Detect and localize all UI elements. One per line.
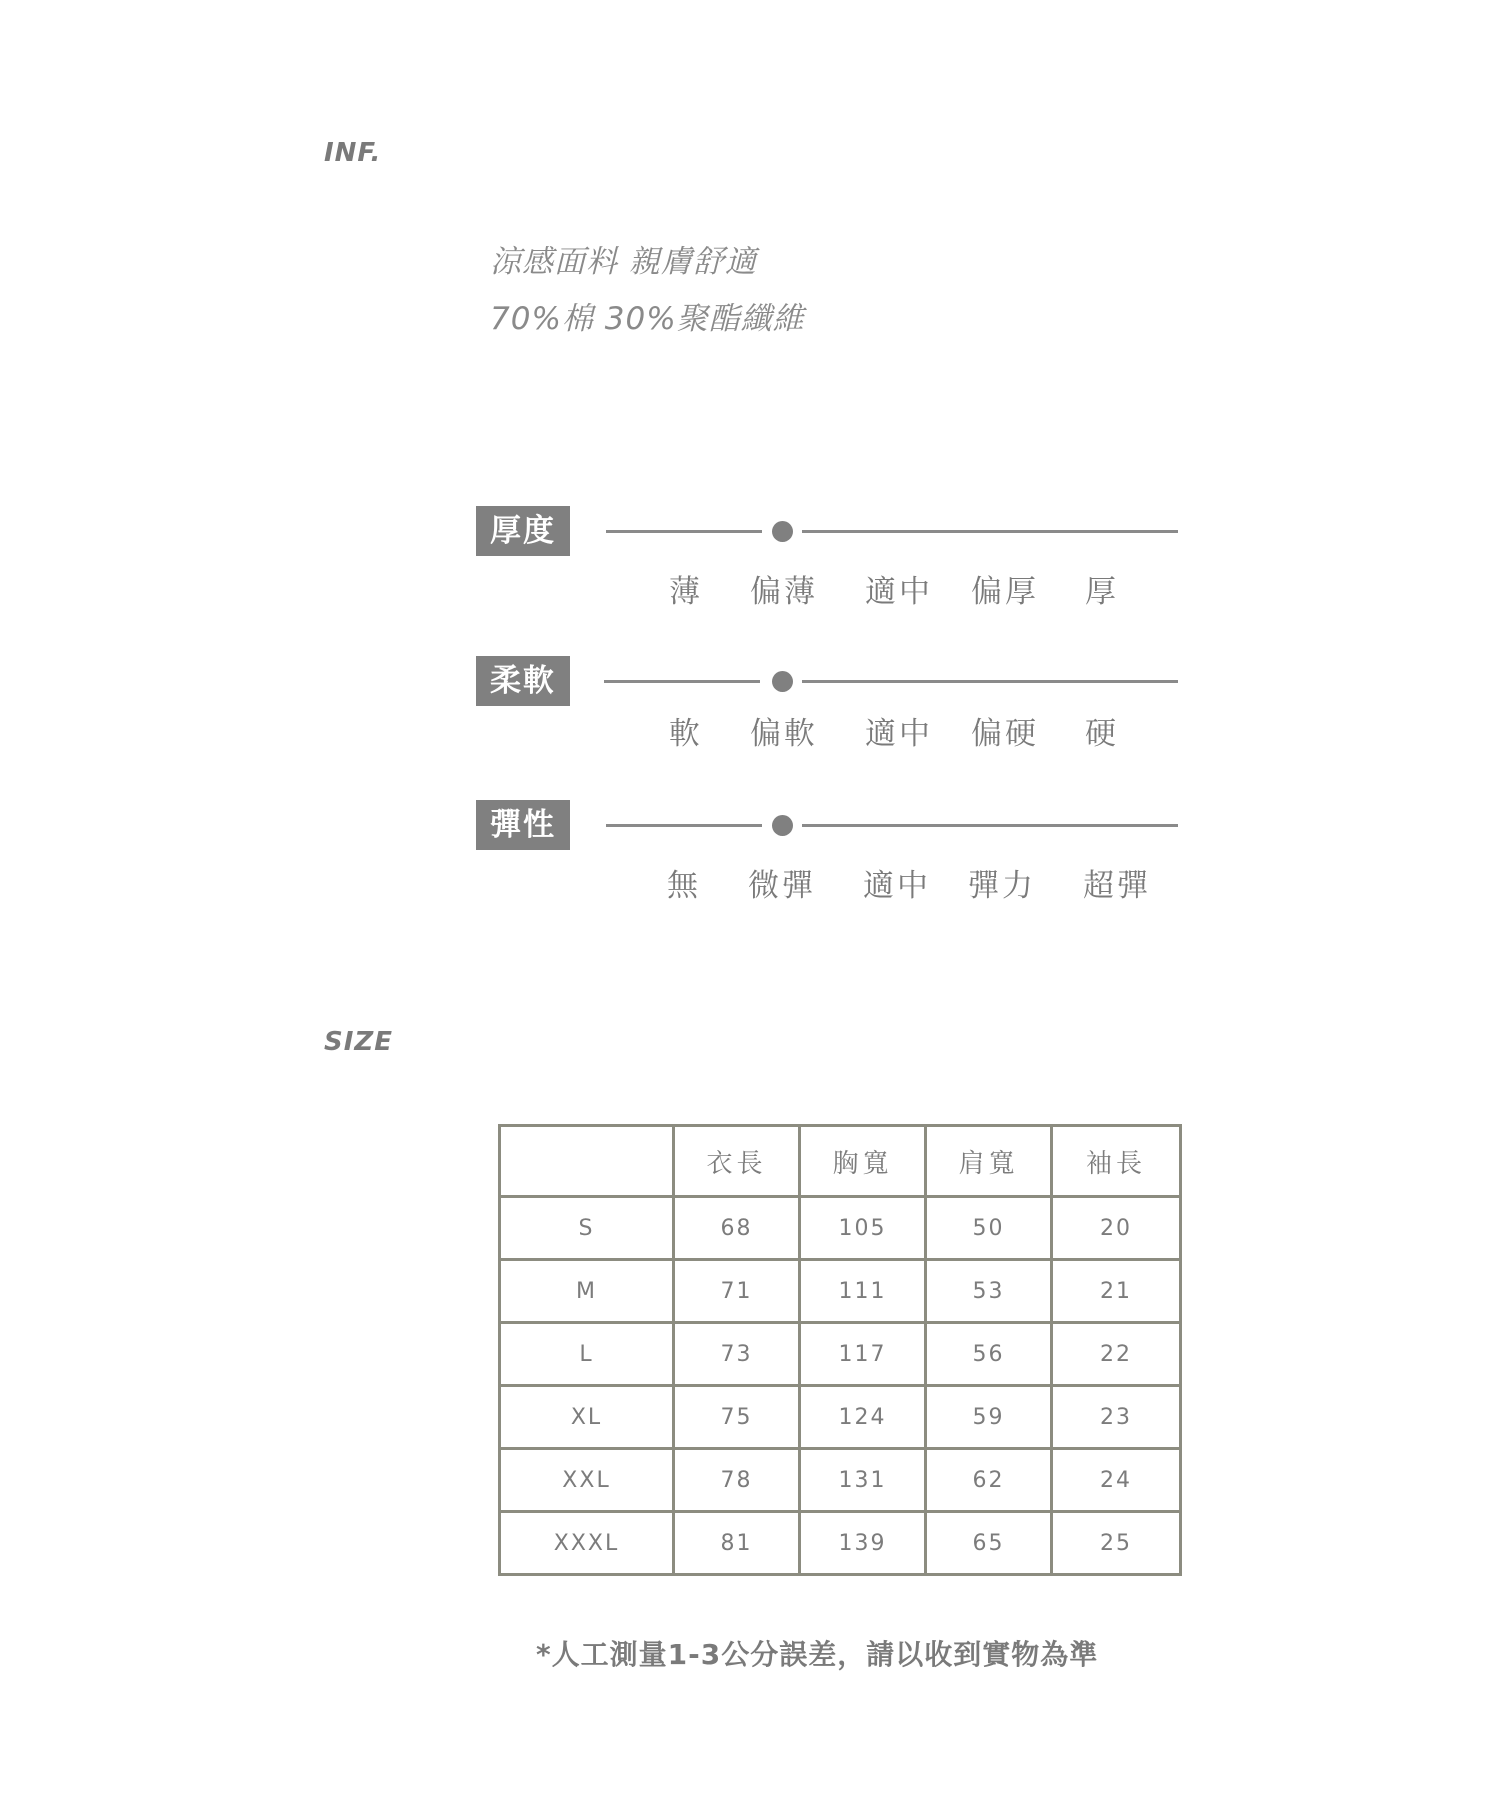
- table-cell: 68: [674, 1197, 800, 1260]
- table-header-cell: 胸寬: [800, 1126, 926, 1197]
- table-row: [500, 1512, 1181, 1575]
- table-cell: 105: [800, 1197, 926, 1260]
- table-cell: 53: [926, 1260, 1052, 1323]
- table-row: [500, 1260, 1181, 1323]
- attribute-label-softness: 柔軟: [476, 656, 570, 706]
- table-cell: 50: [926, 1197, 1052, 1260]
- table-cell: M: [500, 1260, 674, 1323]
- size-chart-table: [498, 1124, 1182, 1576]
- table-cell: 20: [1052, 1197, 1181, 1260]
- scale-line-right: [802, 530, 1178, 533]
- table-row: [500, 1323, 1181, 1386]
- fabric-description-line-1: 涼感面料 親膚舒適: [490, 244, 757, 280]
- table-cell: 78: [674, 1449, 800, 1512]
- measurement-note: *人工測量1-3公分誤差，請以收到實物為準: [536, 1638, 1099, 1671]
- scale-option: 無: [667, 868, 701, 904]
- scale-line-right: [802, 824, 1178, 827]
- table-cell: 111: [800, 1260, 926, 1323]
- table-cell: 25: [1052, 1512, 1181, 1575]
- attribute-row-softness: [476, 656, 1186, 776]
- table-header-cell: 衣長: [674, 1126, 800, 1197]
- scale-option: 硬: [1085, 716, 1119, 752]
- scale-option-selected: 適中: [865, 574, 933, 610]
- scale-option: 偏薄: [750, 574, 818, 610]
- scale-line-left: [604, 680, 760, 683]
- scale-option: 彈力: [968, 868, 1036, 904]
- size-section-title: SIZE: [324, 1027, 394, 1057]
- scale-option: 偏厚: [971, 574, 1039, 610]
- table-cell: L: [500, 1323, 674, 1386]
- scale-option-selected: 適中: [863, 868, 931, 904]
- table-cell: S: [500, 1197, 674, 1260]
- scale-marker-dot: [772, 521, 793, 542]
- attribute-label-elasticity: 彈性: [476, 800, 570, 850]
- table-cell: 59: [926, 1386, 1052, 1449]
- table-row: [500, 1449, 1181, 1512]
- table-cell: 139: [800, 1512, 926, 1575]
- scale-marker-dot: [772, 815, 793, 836]
- table-cell: 56: [926, 1323, 1052, 1386]
- scale-line-left: [606, 530, 762, 533]
- scale-option: 薄: [669, 574, 703, 610]
- table-cell: 131: [800, 1449, 926, 1512]
- scale-marker-dot: [772, 671, 793, 692]
- table-cell: XL: [500, 1386, 674, 1449]
- table-row: [500, 1386, 1181, 1449]
- scale-option: 偏軟: [750, 716, 818, 752]
- scale-options: [476, 708, 1186, 752]
- attribute-label-thickness: 厚度: [476, 506, 570, 556]
- scale-option: 超彈: [1083, 868, 1151, 904]
- table-header-cell: [500, 1126, 674, 1197]
- scale-options: [476, 860, 1186, 904]
- scale-option-selected: 適中: [865, 716, 933, 752]
- attribute-row-elasticity: [476, 800, 1186, 920]
- info-section-title: INF.: [324, 138, 382, 168]
- table-cell: XXXL: [500, 1512, 674, 1575]
- table-header-cell: 肩寬: [926, 1126, 1052, 1197]
- table-cell: 65: [926, 1512, 1052, 1575]
- table-cell: 71: [674, 1260, 800, 1323]
- table-row: [500, 1197, 1181, 1260]
- table-header-row: [500, 1126, 1181, 1197]
- table-cell: 23: [1052, 1386, 1181, 1449]
- scale-line-left: [606, 824, 762, 827]
- table-cell: XXL: [500, 1449, 674, 1512]
- table-header-cell: 袖長: [1052, 1126, 1181, 1197]
- attribute-row-thickness: [476, 506, 1186, 626]
- scale-line-right: [802, 680, 1178, 683]
- scale-option: 微彈: [748, 868, 816, 904]
- table-cell: 22: [1052, 1323, 1181, 1386]
- table-cell: 124: [800, 1386, 926, 1449]
- scale-option: 厚: [1085, 574, 1119, 610]
- table-cell: 117: [800, 1323, 926, 1386]
- table-cell: 62: [926, 1449, 1052, 1512]
- table-cell: 24: [1052, 1449, 1181, 1512]
- fabric-description-line-2: 70%棉 30%聚酯纖維: [490, 301, 805, 337]
- scale-option: 軟: [669, 716, 703, 752]
- table-cell: 73: [674, 1323, 800, 1386]
- table-cell: 21: [1052, 1260, 1181, 1323]
- table-cell: 75: [674, 1386, 800, 1449]
- scale-option: 偏硬: [971, 716, 1039, 752]
- table-cell: 81: [674, 1512, 800, 1575]
- scale-options: [476, 566, 1186, 610]
